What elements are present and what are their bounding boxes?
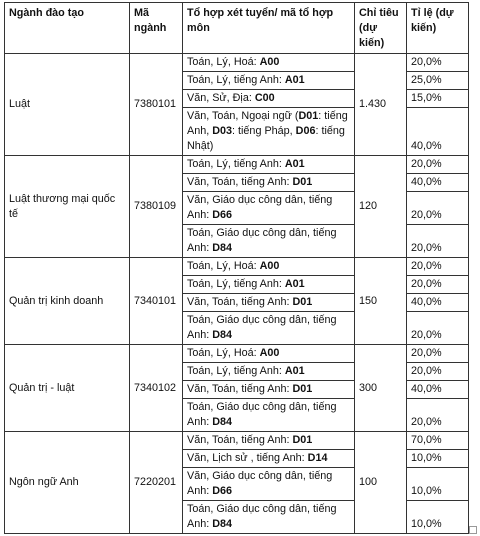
combo-ratio: 20,0% <box>407 54 469 72</box>
program-quota: 300 <box>355 345 407 432</box>
combo-ratio: 40,0% <box>407 108 469 156</box>
combo-code: D01 <box>298 110 319 122</box>
subject-combo <box>183 108 355 156</box>
combo-ratio: 70,0% <box>407 432 469 450</box>
combo-code: A00 <box>259 260 280 272</box>
table-row <box>5 258 469 276</box>
combo-code: C00 <box>254 92 275 104</box>
subject-combo <box>183 54 355 72</box>
combo-code: A01 <box>284 365 305 377</box>
combo-code: D01 <box>292 434 313 446</box>
program-code: 7380101 <box>130 54 183 156</box>
combo-code: A01 <box>284 278 305 290</box>
combo-subjects: Văn, Toán, tiếng Anh: <box>187 296 293 308</box>
combo-ratio: 20,0% <box>407 156 469 174</box>
subject-combo <box>183 258 355 276</box>
combo-code: D84 <box>212 416 233 428</box>
subject-combo <box>183 345 355 363</box>
program-code: 7220201 <box>130 432 183 534</box>
program-name: Quản trị - luật <box>5 345 130 432</box>
program-quota: 120 <box>355 156 407 258</box>
combo-subjects: Văn, Giáo dục công dân, tiếng Anh: <box>187 470 333 497</box>
combo-subjects: Toán, Giáo dục công dân, tiếng Anh: <box>187 314 337 341</box>
combo-subjects: : tiếng Pháp, <box>232 125 296 137</box>
subject-combo <box>183 225 355 258</box>
table-row <box>5 432 469 450</box>
table-row <box>5 54 469 72</box>
header-program: Ngành đào tạo <box>5 3 130 54</box>
subject-combo <box>183 501 355 534</box>
combo-ratio: 20,0% <box>407 399 469 432</box>
subject-combo <box>183 192 355 225</box>
combo-code: D84 <box>212 242 233 254</box>
subject-combo <box>183 399 355 432</box>
subject-combo <box>183 90 355 108</box>
combo-ratio: 20,0% <box>407 312 469 345</box>
combo-subjects: Toán, Lý, Hoá: <box>187 347 260 359</box>
combo-code: D03 <box>212 125 233 137</box>
combo-ratio: 40,0% <box>407 381 469 399</box>
subject-combo <box>183 156 355 174</box>
subject-combo <box>183 174 355 192</box>
combo-code: D66 <box>212 209 233 221</box>
program-name: Luật thương mại quốc tế <box>5 156 130 258</box>
combo-subjects: Văn, Giáo dục công dân, tiếng Anh: <box>187 194 333 221</box>
combo-code: A00 <box>259 56 280 68</box>
combo-ratio: 25,0% <box>407 72 469 90</box>
subject-combo <box>183 468 355 501</box>
program-quota: 100 <box>355 432 407 534</box>
combo-code: D84 <box>212 518 233 530</box>
combo-subjects: Toán, Lý, tiếng Anh: <box>187 278 285 290</box>
combo-subjects: Văn, Lịch sử , tiếng Anh: <box>187 452 308 464</box>
subject-combo <box>183 312 355 345</box>
program-code: 7340102 <box>130 345 183 432</box>
subject-combo <box>183 363 355 381</box>
program-quota: 150 <box>355 258 407 345</box>
combo-code: D66 <box>212 485 233 497</box>
program-code: 7340101 <box>130 258 183 345</box>
combo-ratio: 10,0% <box>407 450 469 468</box>
header-quota: Chỉ tiêu (dự kiến) <box>355 3 407 54</box>
combo-ratio: 20,0% <box>407 225 469 258</box>
program-code: 7380109 <box>130 156 183 258</box>
subject-combo <box>183 381 355 399</box>
combo-ratio: 10,0% <box>407 468 469 501</box>
program-name: Luật <box>5 54 130 156</box>
combo-subjects: : tiếng Anh, <box>187 110 348 137</box>
combo-ratio: 20,0% <box>407 276 469 294</box>
combo-subjects: : tiếng Nhật) <box>187 125 345 152</box>
combo-ratio: 20,0% <box>407 258 469 276</box>
combo-subjects: Văn, Toán, tiếng Anh: <box>187 176 293 188</box>
combo-code: A01 <box>284 74 305 86</box>
combo-ratio: 40,0% <box>407 174 469 192</box>
combo-code: D01 <box>292 296 313 308</box>
subject-combo <box>183 450 355 468</box>
combo-ratio: 40,0% <box>407 294 469 312</box>
header-row <box>5 3 469 54</box>
combo-ratio: 20,0% <box>407 345 469 363</box>
combo-code: A01 <box>284 158 305 170</box>
combo-subjects: Văn, Toán, Ngoại ngữ ( <box>187 110 299 122</box>
header-code: Mã ngành <box>130 3 183 54</box>
combo-subjects: Văn, Toán, tiếng Anh: <box>187 383 293 395</box>
combo-subjects: Văn, Sử, Địa: <box>187 92 255 104</box>
combo-code: D14 <box>307 452 328 464</box>
resize-handle-icon <box>469 526 477 534</box>
combo-ratio: 20,0% <box>407 192 469 225</box>
program-name: Ngôn ngữ Anh <box>5 432 130 534</box>
admission-table <box>4 2 469 534</box>
program-name: Quản trị kinh doanh <box>5 258 130 345</box>
combo-code: D06 <box>295 125 316 137</box>
combo-subjects: Toán, Lý, Hoá: <box>187 56 260 68</box>
subject-combo <box>183 72 355 90</box>
header-ratio: Tỉ lệ (dự kiến) <box>407 3 469 54</box>
combo-subjects: Toán, Lý, tiếng Anh: <box>187 158 285 170</box>
combo-subjects: Toán, Lý, Hoá: <box>187 260 260 272</box>
combo-subjects: Toán, Lý, tiếng Anh: <box>187 365 285 377</box>
combo-ratio: 20,0% <box>407 363 469 381</box>
combo-ratio: 15,0% <box>407 90 469 108</box>
table-row <box>5 345 469 363</box>
combo-code: D01 <box>292 176 313 188</box>
combo-subjects: Toán, Lý, tiếng Anh: <box>187 74 285 86</box>
combo-code: A00 <box>259 347 280 359</box>
combo-subjects: Toán, Giáo dục công dân, tiếng Anh: <box>187 503 337 530</box>
table-row <box>5 156 469 174</box>
subject-combo <box>183 276 355 294</box>
combo-subjects: Văn, Toán, tiếng Anh: <box>187 434 293 446</box>
combo-subjects: Toán, Giáo dục công dân, tiếng Anh: <box>187 227 337 254</box>
subject-combo <box>183 432 355 450</box>
program-quota: 1.430 <box>355 54 407 156</box>
header-combo: Tổ hợp xét tuyển/ mã tổ hợp môn <box>183 3 355 54</box>
combo-code: D84 <box>212 329 233 341</box>
combo-subjects: Toán, Giáo dục công dân, tiếng Anh: <box>187 401 337 428</box>
combo-code: D01 <box>292 383 313 395</box>
table-body <box>5 54 469 534</box>
subject-combo <box>183 294 355 312</box>
combo-ratio: 10,0% <box>407 501 469 534</box>
